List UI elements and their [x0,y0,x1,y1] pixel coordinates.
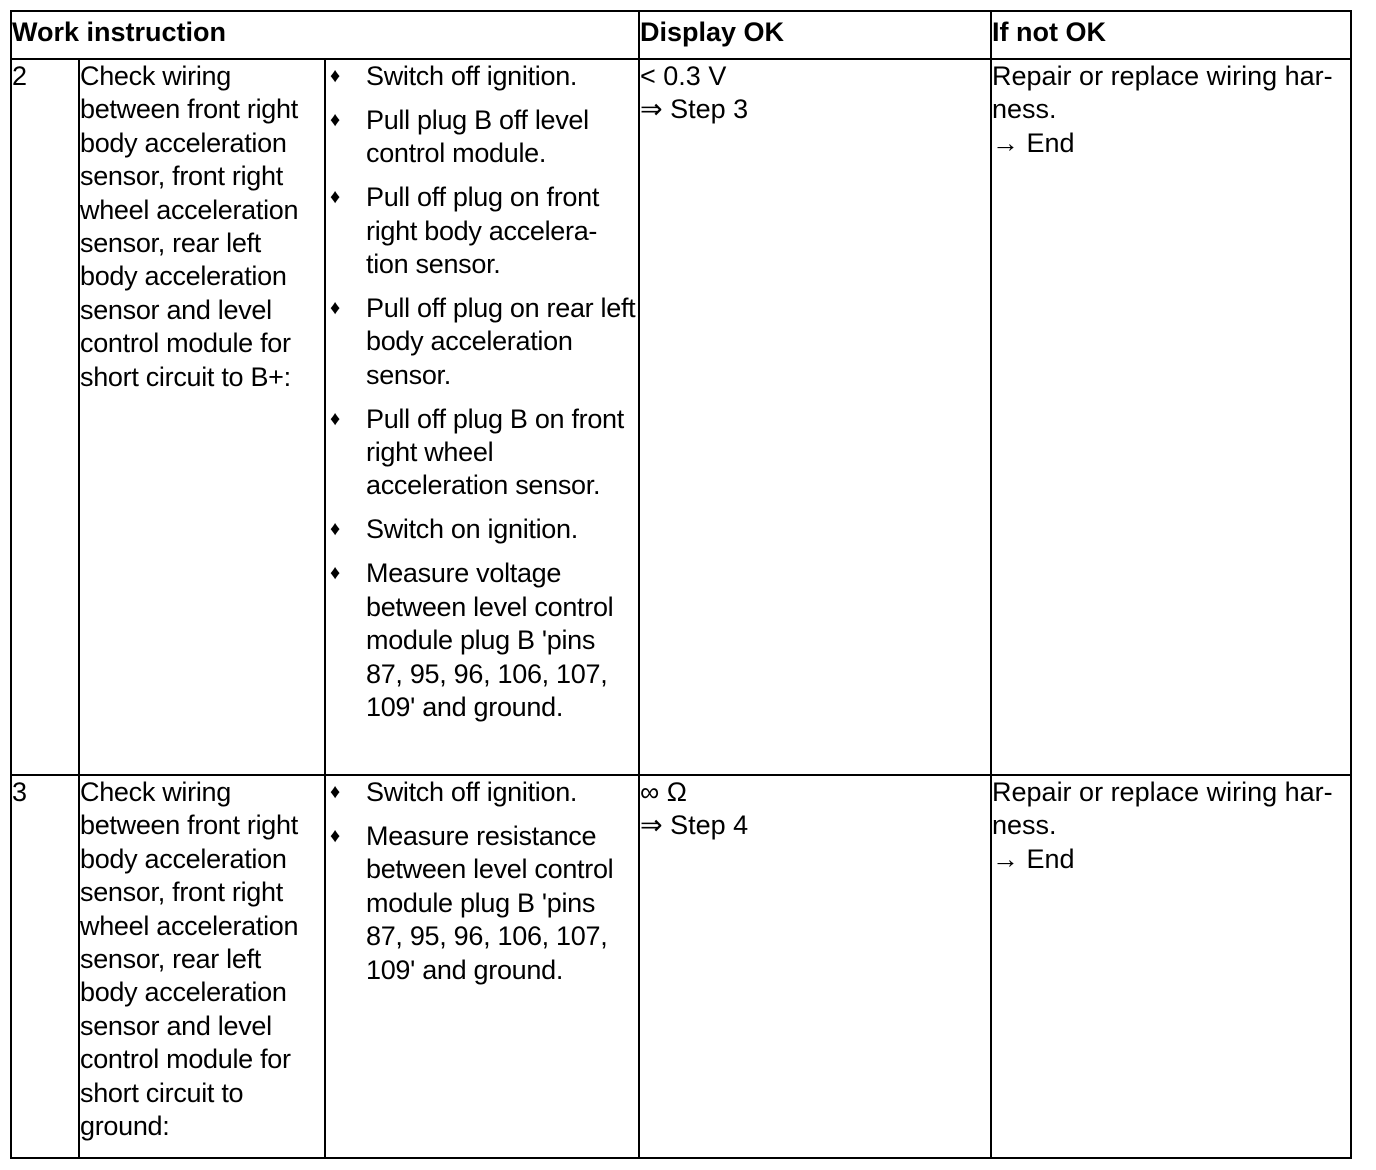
diamond-bullet-icon: ♦ [330,296,340,319]
list-item [326,292,638,392]
diamond-bullet-icon: ♦ [330,562,340,585]
display-ok-value: < 0.3 V [640,61,727,91]
list-item [326,403,638,503]
diamond-bullet-icon: ♦ [330,407,340,430]
table-row [11,775,1351,1158]
display-ok-cell [639,59,991,775]
step-number: 3 [11,775,79,1158]
header-work-instruction: Work instruction [11,11,639,59]
step-description: Check wiring between front right body acceleration sensor, front right wheel acceleration sensor, rear left body acceleration sensor and level control module for short circuit to ground: [79,775,325,1158]
if-not-ok-action: Repair or replace wiring har-ness. [992,61,1333,125]
list-item [326,820,638,987]
action-text: Pull off plug on rear left body acceleration sensor. [366,292,636,390]
action-text: Measure resistance between level control module plug B 'pins 87, 95, 96, 106, 107, 109' and ground. [366,820,614,985]
diamond-bullet-icon: ♦ [330,781,340,803]
table-row [11,59,1351,775]
action-text: Pull off plug B on front right wheel acceleration sensor. [366,403,624,501]
action-text: Measure voltage between level control module plug B 'pins 87, 95, 96, 106, 107, 109' and ground. [366,558,614,722]
diamond-bullet-icon: ♦ [330,65,340,87]
list-item [326,776,638,809]
action-text: Pull off plug on front right body accelera-tion sensor. [366,182,600,280]
step-actions [325,775,639,1158]
header-display-ok: Display OK [639,11,991,59]
diamond-bullet-icon: ♦ [330,186,340,209]
action-text: Pull plug B off level control module. [366,104,589,169]
if-not-ok-action: Repair or replace wiring har-ness. [992,777,1333,841]
list-item [326,60,638,93]
if-not-ok-cell [991,59,1351,775]
display-ok-cell [639,775,991,1158]
work-instruction-table [10,10,1352,1159]
display-ok-value: ∞ Ω [640,777,687,807]
action-text: Switch on ignition. [366,514,578,545]
list-item [326,513,638,546]
display-ok-next-step: ⇒ Step 4 [640,810,749,841]
step-number: 2 [11,59,79,775]
diamond-bullet-icon: ♦ [330,824,340,847]
if-not-ok-next-step: → End [992,843,1075,874]
header-if-not-ok: If not OK [991,11,1351,59]
diamond-bullet-icon: ♦ [330,518,340,541]
list-item [326,104,638,171]
action-text: Switch off ignition. [366,777,578,807]
action-text: Switch off ignition. [366,61,578,91]
display-ok-next-step: ⇒ Step 3 [640,94,749,125]
list-item [326,557,638,724]
step-description: Check wiring between front right body acceleration sensor, front right wheel acceleration sensor, rear left body acceleration sensor and level control module for short circuit to B+: [79,59,325,775]
header-row [11,11,1351,59]
step-actions [325,59,639,775]
if-not-ok-next-step: → End [992,127,1075,158]
diamond-bullet-icon: ♦ [330,108,340,131]
if-not-ok-cell [991,775,1351,1158]
list-item [326,181,638,281]
